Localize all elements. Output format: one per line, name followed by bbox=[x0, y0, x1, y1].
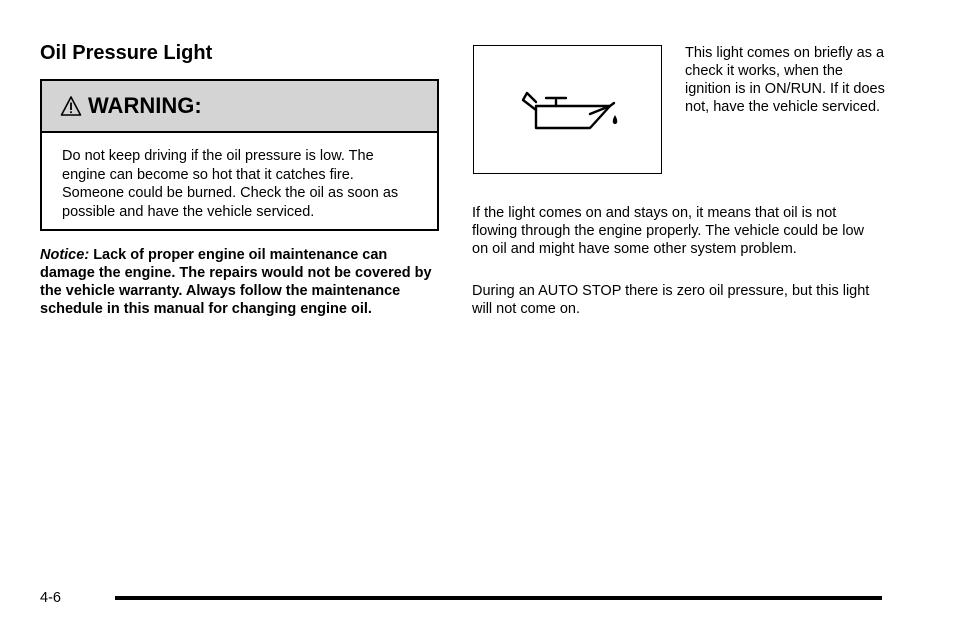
warning-box bbox=[40, 79, 439, 231]
warning-title: WARNING: bbox=[88, 93, 202, 118]
warning-header bbox=[42, 81, 437, 133]
oil-light-description: This light comes on briefly as a check it works, when the ignition is in ON/RUN. If it does not, have the vehicle serviced. bbox=[685, 45, 885, 115]
warning-text: Do not keep driving if the oil pressure is low. The engine can become so hot that it catches fire. Someone could be burned. Check the oil as soon as possible and have the vehicle serviced. bbox=[62, 148, 399, 220]
page-number: 4-6 bbox=[40, 590, 61, 606]
warning-triangle-icon bbox=[60, 95, 82, 117]
oil-can-icon bbox=[518, 88, 622, 136]
paragraph-auto-stop: During an AUTO STOP there is zero oil pressure, but this light will not come on. bbox=[472, 283, 870, 317]
notice-text: Lack of proper engine oil maintenance can damage the engine. The repairs would not be covered by the vehicle warranty. Always follow the maintenance schedule in this manual for changing engine oil. bbox=[40, 247, 432, 317]
footer-rule bbox=[115, 596, 882, 600]
oil-light-icon-frame bbox=[473, 45, 662, 174]
section-title: Oil Pressure Light bbox=[40, 42, 213, 64]
notice-label: Notice: bbox=[40, 247, 90, 263]
notice-paragraph bbox=[40, 246, 440, 318]
paragraph-stays-on: If the light comes on and stays on, it means that oil is not flowing through the engine properly. The vehicle could be low on oil and might have some other system problem. bbox=[472, 205, 865, 257]
